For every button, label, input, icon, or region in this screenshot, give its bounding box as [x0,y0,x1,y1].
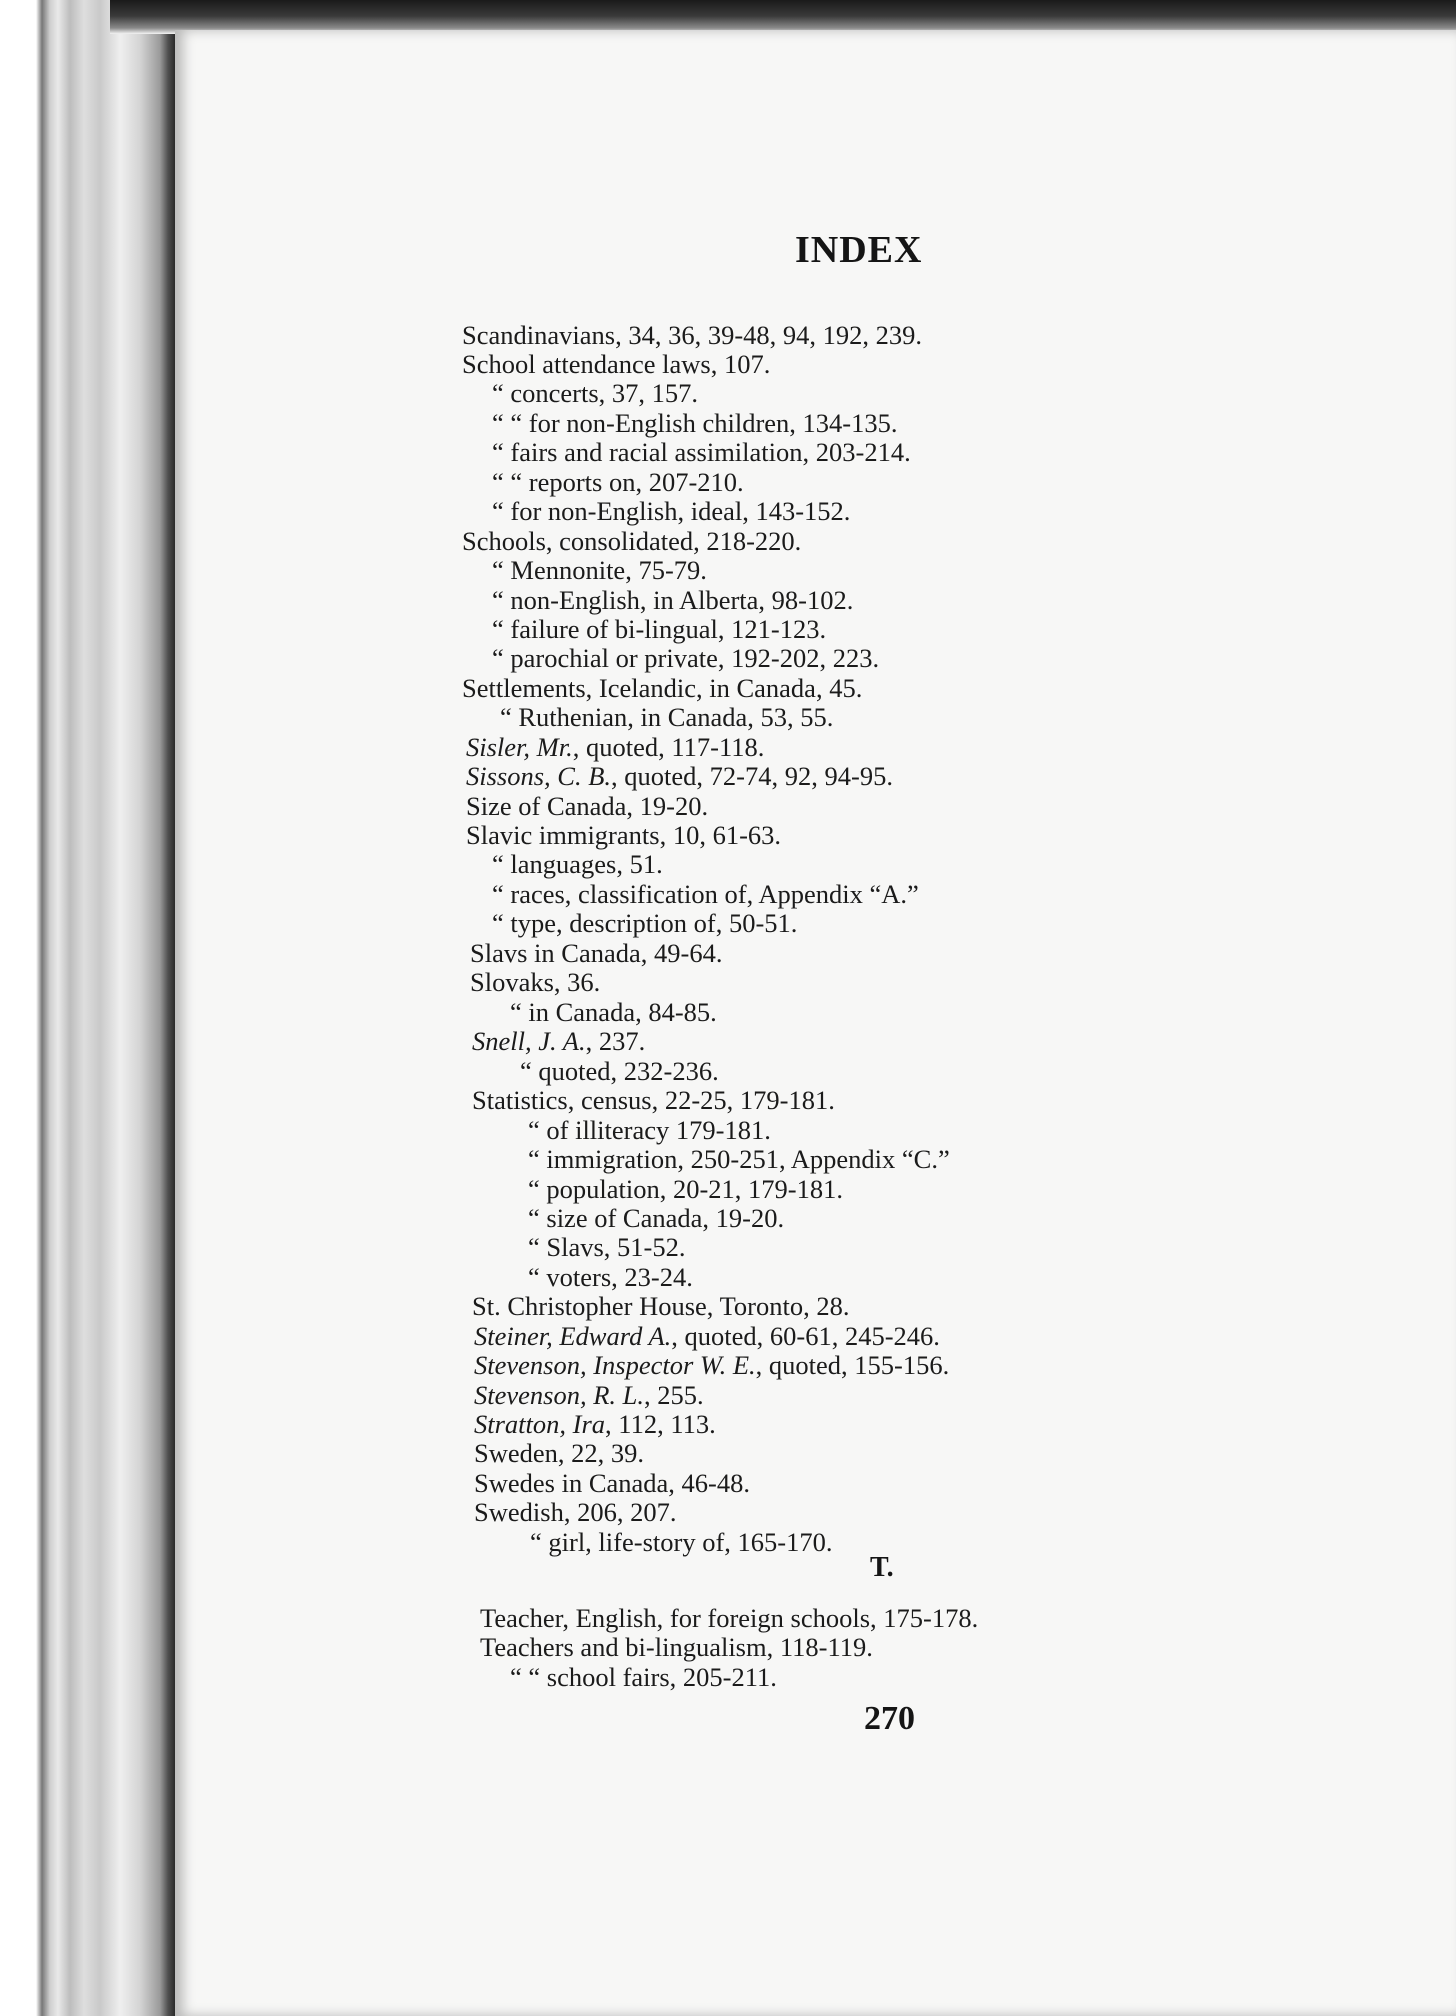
entry-text: Size of Canada, 19-20. [466,791,709,821]
entry-name-italic: Steiner, Edward A. [474,1321,672,1351]
book-top-edge [110,0,1456,34]
index-entry [474,1438,644,1468]
entry-text: “ Ruthenian, in Canada, 53, 55. [500,702,834,732]
index-entry [510,997,717,1027]
entry-text: Slovaks, 36. [470,967,601,997]
index-entry [480,1603,978,1633]
entry-text: “ concerts, 37, 157. [492,378,699,408]
index-entry [462,320,922,350]
index-entry [492,849,663,879]
index-entry [466,820,781,850]
entry-text: Slavs in Canada, 49-64. [470,938,723,968]
index-entry [528,1174,843,1204]
index-entry [492,467,744,497]
entry-text: Swedish, 206, 207. [474,1497,677,1527]
entry-text: “ “ reports on, 207-210. [492,467,744,497]
index-entry [492,437,911,467]
entry-text: Settlements, Icelandic, in Canada, 45. [462,673,863,703]
index-entry [510,1662,777,1692]
entry-text: “ quoted, 232-236. [520,1056,719,1086]
entry-text: School attendance laws, 107. [462,349,771,379]
index-entry [492,614,826,644]
book-page-edges [0,0,175,2016]
entry-pages: , quoted, 155-156. [755,1350,950,1380]
entry-pages: , quoted, 72-74, 92, 94-95. [611,761,893,791]
index-entry [492,643,879,673]
entry-name-italic: Sisler, Mr. [466,732,573,762]
entry-text: “ non-English, in Alberta, 98-102. [492,585,854,615]
index-entry [474,1321,940,1351]
entry-text: “ voters, 23-24. [528,1262,693,1292]
index-entry [492,496,850,526]
entry-text: Teacher, English, for foreign schools, 175-178. [480,1603,979,1633]
index-entry [474,1497,676,1527]
entry-name-italic: Stratton, Ira [474,1409,606,1439]
entry-text: “ parochial or private, 192-202, 223. [492,643,880,673]
index-entry [528,1262,693,1292]
entry-name-italic: Snell, J. A. [472,1026,586,1056]
entry-text: Swedes in Canada, 46-48. [474,1468,750,1498]
entry-text: “ of illiteracy 179-181. [528,1115,771,1145]
entry-pages: , 112, 113. [605,1409,716,1439]
entry-text: “ for non-English, ideal, 143-152. [492,496,851,526]
entry-text: Schools, consolidated, 218-220. [462,526,802,556]
index-entry [528,1115,771,1145]
page-number: 270 [864,1700,915,1737]
entry-text: “ immigration, 250-251, Appendix “C.” [528,1144,950,1174]
entry-text: “ type, description of, 50-51. [492,908,798,938]
entry-text: “ population, 20-21, 179-181. [528,1174,844,1204]
index-entry [474,1409,716,1439]
index-entry [492,555,707,585]
entry-text: “ languages, 51. [492,849,663,879]
entry-name-italic: Stevenson, R. L. [474,1380,645,1410]
entry-name-italic: Stevenson, Inspector W. E. [474,1350,756,1380]
index-entry [474,1350,949,1380]
index-entry [500,702,833,732]
index-entry [492,908,797,938]
entry-pages: , 237. [585,1026,646,1056]
entry-text: Statistics, census, 22-25, 179-181. [472,1085,835,1115]
index-entry [474,1468,750,1498]
entry-text: “ failure of bi-lingual, 121-123. [492,614,827,644]
index-entry [528,1232,686,1262]
index-entry [492,378,698,408]
index-entry [492,408,898,438]
index-entry [470,967,600,997]
index-entry [520,1056,719,1086]
entry-pages: , 255. [644,1380,704,1410]
index-entry [530,1527,832,1557]
index-entry [466,761,893,791]
section-letter: T. [870,1552,894,1583]
index-entry [462,349,770,379]
entry-pages: , quoted, 117-118. [572,732,765,762]
index-heading: INDEX [795,229,923,271]
index-entry [492,879,919,909]
entry-text: St. Christopher House, Toronto, 28. [472,1291,850,1321]
entry-text: “ races, classification of, Appendix “A.” [492,879,919,909]
index-entry [480,1632,873,1662]
entry-pages: , quoted, 60-61, 245-246. [671,1321,940,1351]
index-entry [472,1291,849,1321]
index-entry [472,1026,645,1056]
entry-text: “ “ school fairs, 205-211. [510,1662,777,1692]
index-entry [462,673,862,703]
index-entry [462,526,801,556]
entry-text: “ size of Canada, 19-20. [528,1203,785,1233]
index-entry [492,585,853,615]
entry-text: “ fairs and racial assimilation, 203-214. [492,437,911,467]
index-entry [472,1085,835,1115]
entry-text: “ “ for non-English children, 134-135. [492,408,898,438]
index-entry [474,1380,704,1410]
entry-text: Slavic immigrants, 10, 61-63. [466,820,782,850]
entry-text: Scandinavians, 34, 36, 39-48, 94, 192, 239. [462,320,923,350]
index-entry [528,1144,950,1174]
entry-text: “ Slavs, 51-52. [528,1232,686,1262]
entry-text: “ in Canada, 84-85. [510,997,717,1027]
entry-text: “ girl, life-story of, 165-170. [530,1527,833,1557]
index-entry [466,791,708,821]
entry-text: Teachers and bi-lingualism, 118-119. [480,1632,873,1662]
index-entry [466,732,764,762]
entry-text: Sweden, 22, 39. [474,1438,645,1468]
entry-name-italic: Sissons, C. B. [466,761,612,791]
entry-text: “ Mennonite, 75-79. [492,555,707,585]
index-entry [470,938,722,968]
index-entry [528,1203,784,1233]
